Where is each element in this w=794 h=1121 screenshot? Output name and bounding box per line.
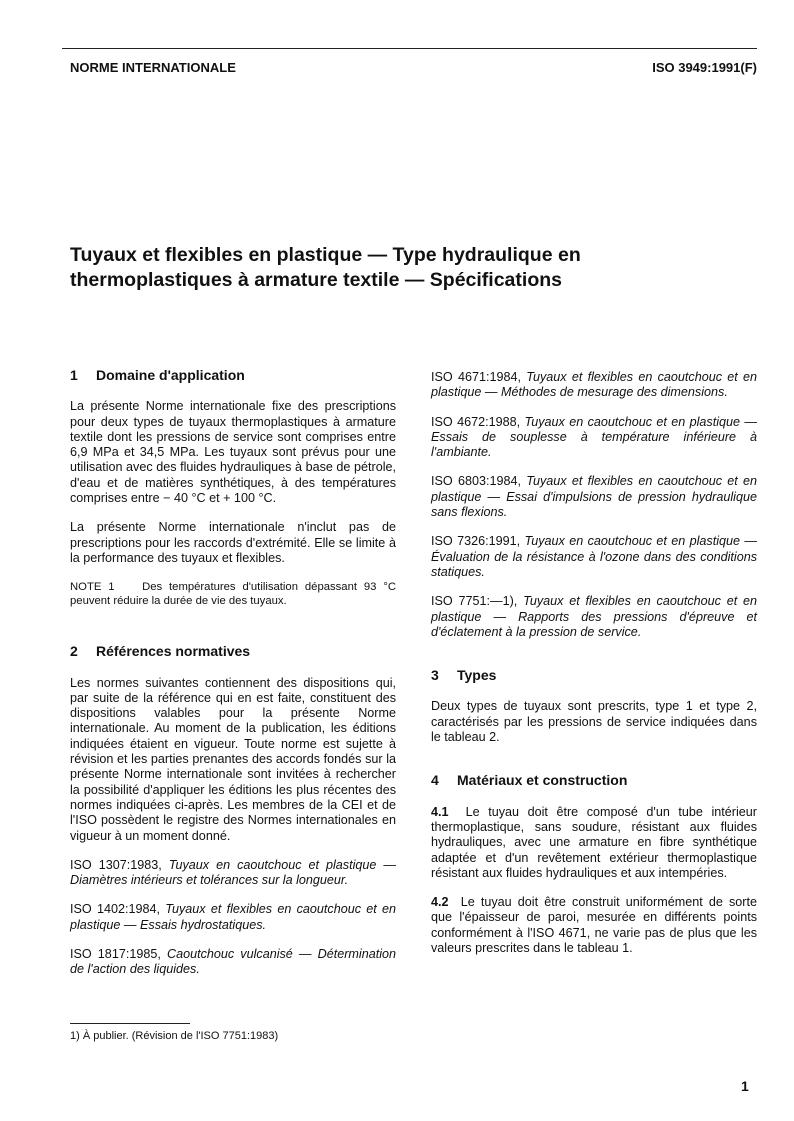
reference-item: ISO 1307:1983, Tuyaux en caoutchouc et plastique — Diamètres intérieurs et tolérances sur la longueur.	[70, 857, 397, 888]
reference-item: ISO 7751:—1), Tuyaux et flexibles en caoutchouc et en plastique — Rapports des pressions d'épreuve et d'éclatement à la pression de service.	[431, 594, 758, 639]
header-right: ISO 3949:1991(F)	[652, 60, 757, 75]
left-column	[70, 368, 396, 992]
paragraph: La présente Norme internationale fixe des prescriptions pour deux types de tuyaux thermoplastiques à armature textile dont les pressions de service sont comprises entre 6,9 MPa et 34,5 MPa. Les tuyaux sont prévus pour une utilisation avec des fluides hydrauliques à base de pétrole, d'eau et de matières synthétiques, à des températures comprises entre − 40 °C et + 100 °C.	[70, 399, 396, 506]
header-left: NORME INTERNATIONALE	[70, 60, 236, 75]
footnote: 1) À publier. (Révision de l'ISO 7751:1983)	[70, 1030, 279, 1042]
reference-item: ISO 1402:1984, Tuyaux et flexibles en caoutchouc et en plastique — Essais hydrostatiques.	[70, 902, 397, 932]
footnote-rule	[70, 1023, 190, 1024]
section-1-heading: 1 Domaine d'application	[70, 367, 245, 383]
page-number: 1	[741, 1078, 749, 1094]
document-title	[70, 243, 710, 293]
paragraph: La présente Norme internationale n'inclut pas de prescriptions pour les raccords d'extrémité. Elle se limite à la performance des tuyaux et flexibles.	[70, 520, 396, 565]
paragraph: 4.2 Le tuyau doit être construit uniformément de sorte que l'épaisseur de paroi, mesurée en différents points conformément à l'ISO 4671, ne varie pas de plus que les valeurs prescrites dans le tableau 1.	[431, 895, 757, 956]
reference-item: ISO 6803:1984, Tuyaux et flexibles en caoutchouc et en plastique — Essai d'impulsions de pression hydraulique sans flexions.	[431, 474, 758, 520]
note: NOTE 1 Des températures d'utilisation dépassant 93 °C peuvent réduire la durée de vie des tuyaux.	[70, 581, 396, 608]
right-column	[431, 370, 757, 970]
title-line-1: Tuyaux et flexibles en plastique — Type hydraulique en	[70, 244, 581, 266]
section-3-heading: 3 Types	[431, 667, 497, 684]
reference-item: ISO 1817:1985, Caoutchouc vulcanisé — Détermination de l'action des liquides.	[70, 947, 397, 977]
header-rule	[62, 48, 757, 49]
reference-item: ISO 4671:1984, Tuyaux et flexibles en caoutchouc et en plastique — Méthodes de mesurage des dimensions.	[431, 370, 758, 400]
paragraph: Les normes suivantes contiennent des dispositions qui, par suite de la référence qui en est faite, constituent des dispositions valables pour la présente Norme internationale. Au moment de la publication, les éditions indiquées étaient en vigueur. Toute norme est sujette à révision et les parties prenantes des accords fondés sur la présente Norme internationale sont invitées à rechercher la possibilité d'appliquer les éditions les plus récentes des normes indiquées ci-après. Les membres de la CEI et de l'ISO possèdent le registre des Normes internationales en vigueur à un moment donné.	[70, 675, 396, 843]
reference-item: ISO 7326:1991, Tuyaux en caoutchouc et en plastique — Évaluation de la résistance à l'ozone dans des conditions statiques.	[431, 534, 758, 579]
paragraph: 4.1 Le tuyau doit être composé d'un tube intérieur thermoplastique, sans soudure, résistant aux fluides hydrauliques, avec une armature en fibre synthétique adaptée et d'un revêtement extérieur thermoplastique résistant aux fluides hydrauliques et aux intempéries.	[431, 804, 757, 880]
title-line-2: thermoplastiques à armature textile — Spécifications	[70, 269, 562, 291]
reference-item: ISO 4672:1988, Tuyaux en caoutchouc et en plastique — Essais de souplesse à température inférieure à l'ambiante.	[431, 414, 758, 460]
paragraph: Deux types de tuyaux sont prescrits, type 1 et type 2, caractérisés par les pressions de service indiquées dans le tableau 2.	[431, 699, 757, 745]
section-4-heading: 4 Matériaux et construction	[431, 772, 628, 789]
section-2-heading: 2 Références normatives	[70, 643, 251, 660]
